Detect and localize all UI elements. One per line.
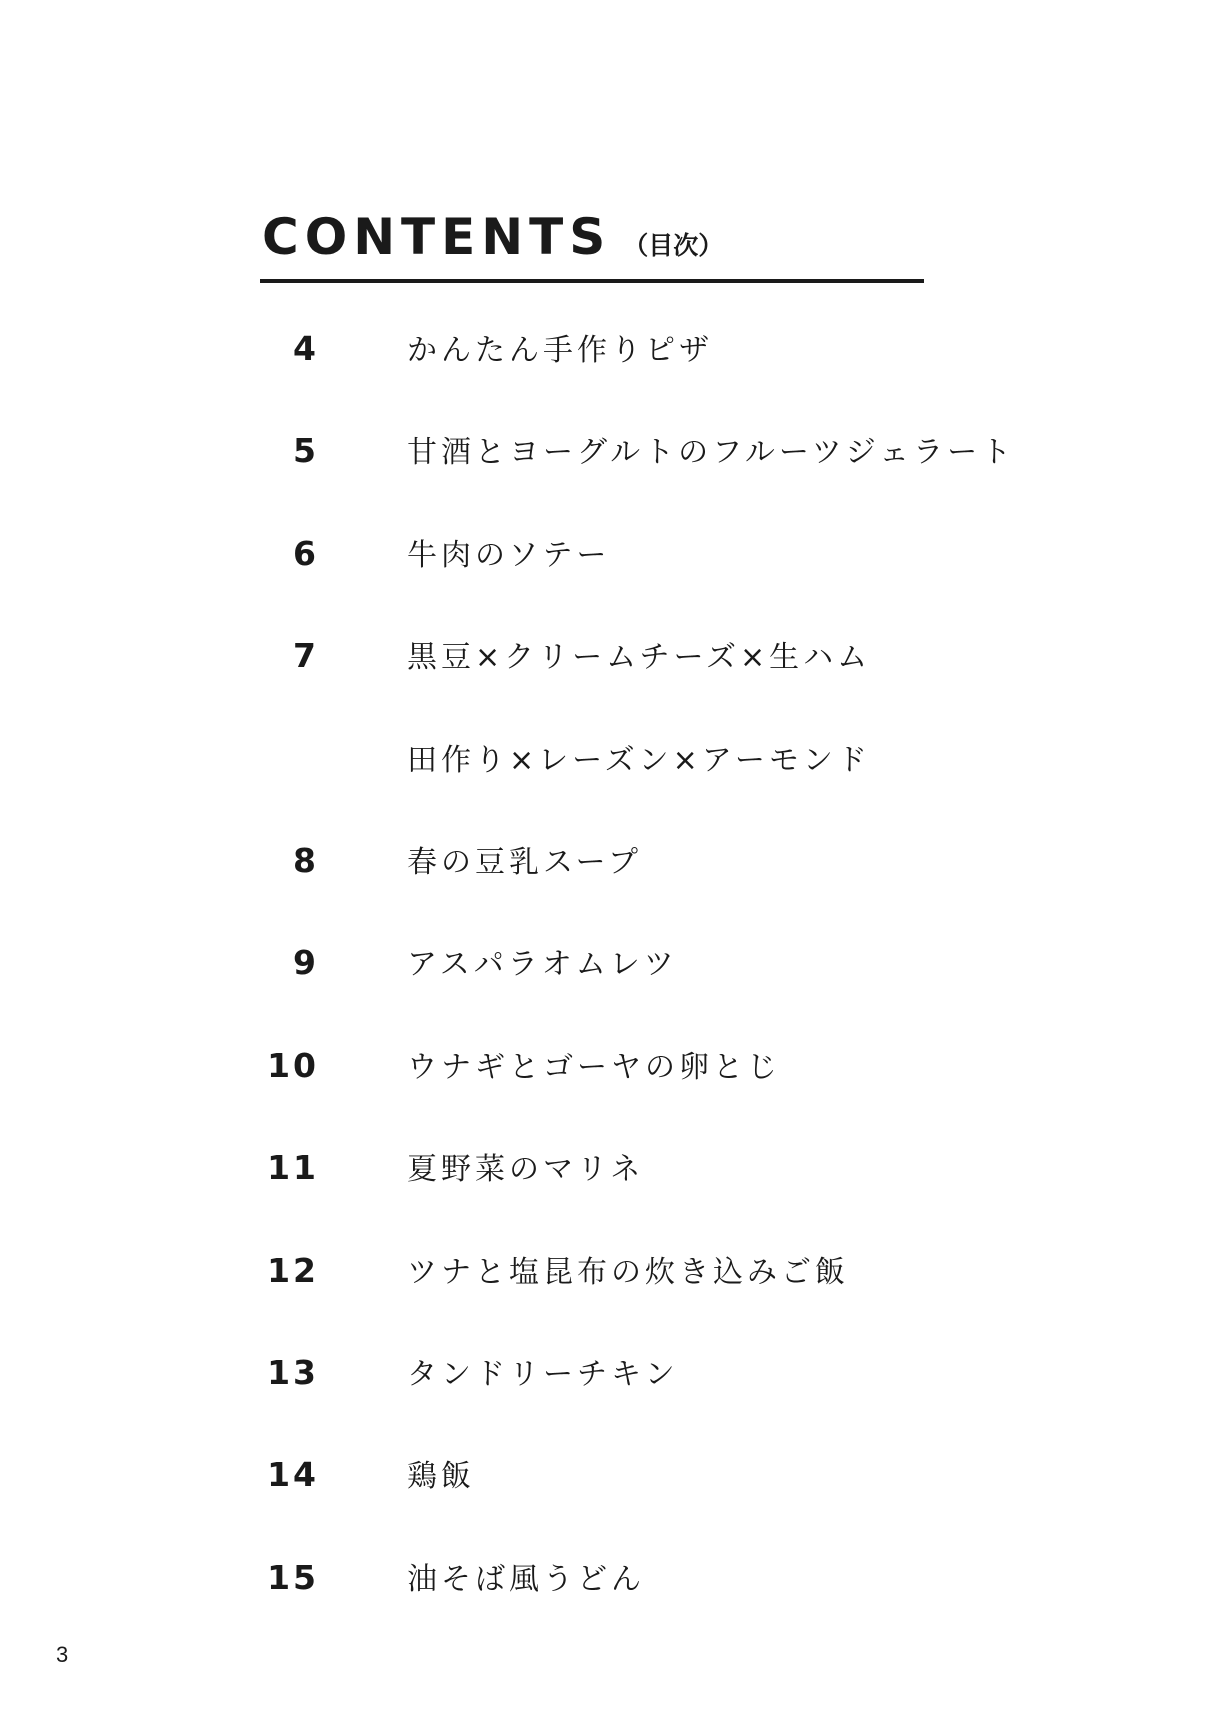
toc-entry[interactable] [0, 515, 1209, 617]
toc-entry[interactable] [0, 412, 1209, 514]
page-number: 3 [56, 1642, 69, 1667]
toc-title: かんたん手作りピザ [407, 333, 713, 368]
toc-page-number: 6 [293, 533, 319, 573]
toc-entry[interactable] [0, 1027, 1209, 1129]
heading-rule [260, 279, 924, 283]
toc-entry[interactable] [0, 1232, 1209, 1334]
toc-title: 春の豆乳スープ [407, 844, 642, 880]
toc-title: 鶏飯 [407, 1459, 475, 1495]
toc-entry[interactable] [0, 1539, 1209, 1641]
toc-title: ウナギとゴーヤの卵とじ [407, 1049, 781, 1085]
toc-page-number: 8 [293, 840, 319, 880]
toc-entry[interactable] [0, 924, 1209, 1026]
toc-title: 油そば風うどん [407, 1561, 645, 1597]
toc-title: 夏野菜のマリネ [407, 1152, 645, 1188]
toc-page-number: 11 [267, 1148, 319, 1188]
contents-subtitle: （目次） [623, 231, 724, 260]
toc-entry[interactable] [0, 1334, 1209, 1436]
toc-page-number: 9 [293, 943, 319, 983]
table-of-contents [0, 310, 1209, 1641]
toc-entry[interactable] [0, 720, 1209, 822]
contents-heading [262, 208, 724, 282]
toc-title: 黒豆×クリームチーズ×生ハム [407, 640, 872, 676]
toc-title: アスパラオムレツ [407, 947, 678, 983]
toc-entry[interactable] [0, 1129, 1209, 1231]
toc-title: 甘酒とヨーグルトのフルーツジェラート [407, 435, 1016, 471]
contents-title: CONTENTS [262, 208, 612, 266]
toc-title: 田作り×レーズン×アーモンド [407, 742, 871, 778]
toc-title: ツナと塩昆布の炊き込みご飯 [407, 1254, 849, 1290]
toc-page-number: 7 [293, 636, 319, 676]
toc-page-number: 15 [267, 1557, 319, 1597]
toc-entry[interactable] [0, 310, 1209, 412]
toc-title: タンドリーチキン [407, 1356, 679, 1392]
toc-entry[interactable] [0, 822, 1209, 924]
toc-page-number: 10 [267, 1045, 319, 1085]
toc-page-number: 13 [267, 1352, 319, 1392]
toc-page-number: 12 [267, 1250, 319, 1290]
toc-entry[interactable] [0, 617, 1209, 719]
toc-title: 牛肉のソテー [407, 537, 611, 573]
toc-entry[interactable] [0, 1436, 1209, 1538]
toc-page-number: 14 [267, 1455, 319, 1495]
toc-page-number: 5 [293, 431, 319, 471]
toc-page-number: 4 [293, 329, 319, 368]
